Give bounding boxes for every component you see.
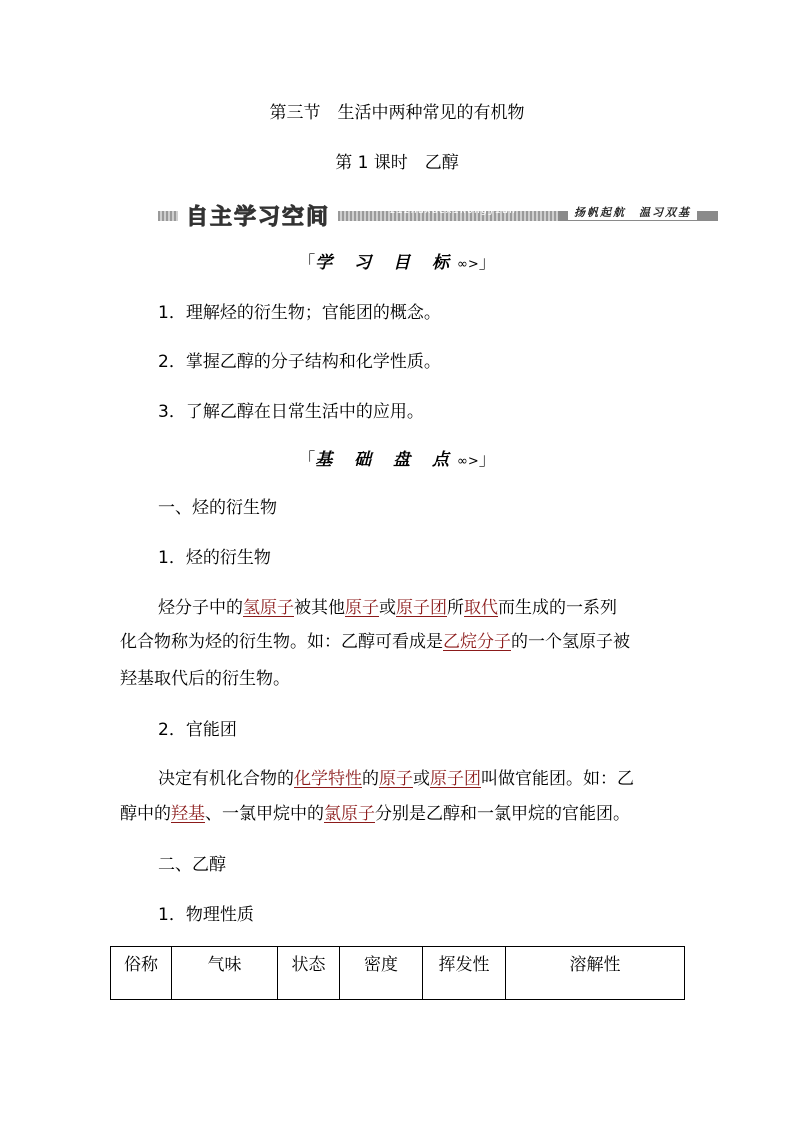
section-title: 第三节 生活中两种常见的有机物 [269,103,525,123]
part2-item1-heading: 1．物理性质 [158,905,254,925]
section-banner [158,204,718,230]
part1-item1-heading: 1．烃的衍生物 [158,548,271,568]
table-header-cell: 状态 [278,947,340,1000]
text: 、一氯甲烷中的 [205,804,324,824]
text: 或 [413,769,430,789]
answer: 氢原子 [243,598,294,618]
answer: 化学特性 [294,769,362,789]
part1-item1-line1 [158,593,617,618]
table-header-cell: 俗称 [111,947,172,1000]
banner-slogan: 扬帆起航 温习双基 [568,204,697,220]
answer: 乙烷分子 [443,632,511,652]
part1-item2-heading: 2．官能团 [158,720,237,740]
answer: 氯原子 [324,804,375,824]
banner-pinyin: zizhuxuexikongjian [390,205,517,216]
basics-heading: 「基 础 盘 点∞>」 [298,450,496,470]
text: 化合物称为烃的衍生物。如：乙醇可看成是 [120,632,443,652]
objective-3: 3．了解乙醇在日常生活中的应用。 [158,402,424,422]
text: 的一个氢原子被 [511,632,630,652]
answer: 原子 [379,769,413,789]
basics-heading-text: 基 础 盘 点 [315,450,458,470]
text: 决定有机化合物的 [158,769,294,789]
answer: 原子 [345,598,379,618]
table-header-cell: 气味 [172,947,278,1000]
part1-item1-line2 [120,627,630,652]
text: 或 [379,598,396,618]
double-arrow-icon: ∞> [457,257,479,272]
text: 而生成的一系列 [498,598,617,618]
text: 叫做官能团。如：乙 [481,769,634,789]
part1-item1-line3: 羟基取代后的衍生物。 [120,669,290,689]
part2-heading: 二、乙醇 [158,855,226,875]
text: 烃分子中的 [158,598,243,618]
answer: 羟基 [171,804,205,824]
text: 被其他 [294,598,345,618]
table-header-cell: 溶解性 [506,947,685,1000]
objectives-heading-text: 学 习 目 标 [315,253,458,273]
text: 所 [447,598,464,618]
answer: 原子团 [396,598,447,618]
objective-2: 2．掌握乙醇的分子结构和化学性质。 [158,352,441,372]
part1-heading: 一、烃的衍生物 [158,498,277,518]
text: 的 [362,769,379,789]
answer: 取代 [464,598,498,618]
table-header-cell: 密度 [340,947,423,1000]
objective-1: 1．理解烃的衍生物；官能团的概念。 [158,303,441,323]
part1-item2-line1 [158,764,634,789]
text: 分别是乙醇和一氯甲烷的官能团。 [375,804,630,824]
double-arrow-icon: ∞> [457,454,479,469]
objectives-heading: 「学 习 目 标∞>」 [298,253,496,273]
physical-properties-table [110,946,685,1000]
text: 醇中的 [120,804,171,824]
table-row [111,947,685,1000]
part1-item2-line2 [120,799,630,824]
banner-title: 自主学习空间 [178,200,338,231]
answer: 原子团 [430,769,481,789]
table-header-cell: 挥发性 [423,947,506,1000]
lesson-title: 第 1 课时 乙醇 [335,153,459,173]
